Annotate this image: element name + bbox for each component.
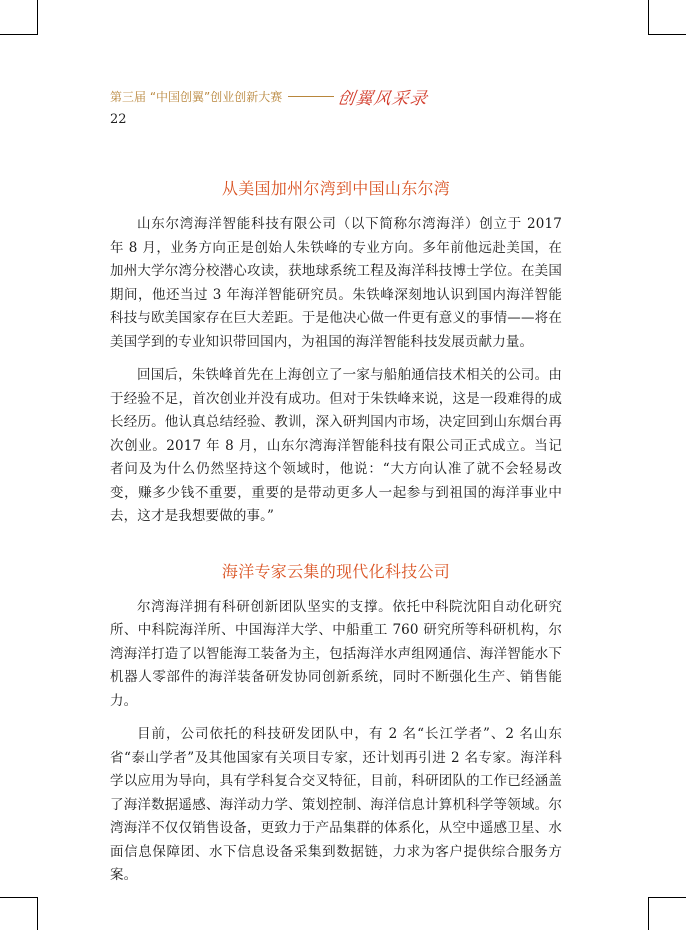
- crop-mark-bottom-left-horizontal: [0, 897, 38, 898]
- section-1-paragraph-2: 回国后，朱铁峰首先在上海创立了一家与船舶通信技术相关的公司。由于经验不足，首次创业并没有成功。但对于朱铁峰来说，这是一段难得的成长经历。他认真总结经验、教训，深入研判国内市场，决定回到山东烟台再次创业。2017 年 8 月，山东尔湾海洋智能科技有限公司正式成立。当记者问及为什么仍然坚持这个领域时，他说：“大方向认准了就不会轻易改变，赚多少钱不重要，重要的是带动更多人一起参与到祖国的海洋事业中去，这才是我想要做的事。”: [110, 367, 562, 524]
- crop-mark-top-right-horizontal: [648, 34, 686, 35]
- running-header: [110, 84, 428, 109]
- crop-mark-bottom-right-vertical: [648, 897, 649, 930]
- section-2: [110, 559, 562, 888]
- crop-mark-top-left-horizontal: [0, 34, 38, 35]
- crop-mark-bottom-right-horizontal: [648, 897, 686, 898]
- crop-mark-bottom-left-vertical: [37, 897, 38, 930]
- running-title: 第三届 “中国创翼”创业创新大赛: [110, 90, 283, 104]
- section-2-paragraph-1: 尔湾海洋拥有科研创新团队坚实的支撑。依托中科院沈阳自动化研究所、中科院海洋所、中国海洋大学、中船重工 760 研究所等科研机构，尔湾海洋打造了以智能海工装备为主，包括海洋水声组网通信、海洋智能水下机器人零部件的海洋装备研发协同创新系统，同时不断强化生产、销售能力。: [110, 598, 562, 709]
- section-2-paragraph-2: 目前，公司依托的科技研发团队中，有 2 名“长江学者”、2 名山东省“泰山学者”及其他国家有关项目专家，还计划再引进 2 名专家。海洋科学以应用为导向，具有学科复合交叉特征，目前，科研团队的工作已经涵盖了海洋数据遥感、海洋动力学、策划控制、海洋信息计算机科学等领域。尔湾海洋不仅仅销售设备，更致力于产品集群的体系化，从空中遥感卫星、水面信息保障团、水下信息设备采集到数据链，力求为客户提供综合服务方案。: [110, 726, 562, 883]
- page-number: 22: [110, 112, 127, 127]
- header-dash: [288, 96, 334, 97]
- section-1: [110, 176, 562, 529]
- article-body: [110, 176, 562, 898]
- crop-mark-top-left-vertical: [37, 0, 38, 34]
- brand-calligraphy: 创翼风采录: [336, 89, 430, 109]
- section-1-heading: 从美国加州尔湾到中国山东尔湾: [221, 179, 451, 198]
- section-2-heading: 海洋专家云集的现代化科技公司: [221, 561, 451, 581]
- section-1-paragraph-1: 山东尔湾海洋智能科技有限公司（以下简称尔湾海洋）创立于 2017 年 8 月，业务方向正是创始人朱铁峰的专业方向。多年前他远赴美国，在加州大学尔湾分校潜心攻读，获地球系统工程及海洋科技博士学位。在美国期间，他还当过 3 年海洋智能研究员。朱铁峰深刻地认识到国内海洋智能科技与欧美国家存在巨大差距。于是他决心做一件更有意义的事情——将在美国学到的专业知识带回国内，为祖国的海洋智能科技发展贡献力量。: [110, 216, 562, 350]
- crop-mark-top-right-vertical: [648, 0, 649, 34]
